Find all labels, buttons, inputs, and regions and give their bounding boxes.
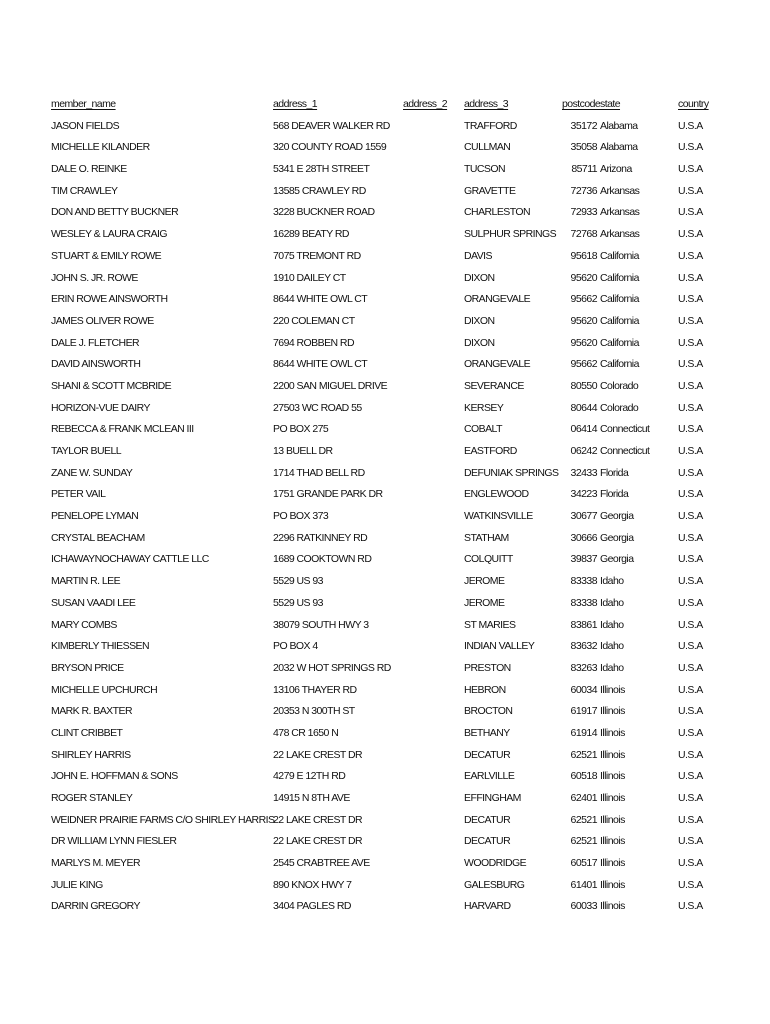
cell-member-name: STUART & EMILY ROWE — [51, 249, 162, 262]
cell-state: Illinois — [600, 792, 625, 804]
cell-postcode: 60517 — [570, 857, 597, 870]
header-postcode: postcode — [562, 98, 601, 110]
cell-postcode: 30666 — [570, 531, 597, 544]
table-row — [0, 268, 770, 290]
cell-member-name: REBECCA & FRANK MCLEAN III — [51, 423, 194, 436]
header-state: state — [600, 98, 621, 110]
cell-address-1: 8644 WHITE OWL CT — [273, 293, 368, 306]
cell-postcode: 61917 — [570, 705, 597, 718]
cell-postcode: 62521 — [570, 748, 597, 761]
cell-member-name: HORIZON-VUE DAIRY — [51, 401, 150, 414]
table-row — [0, 788, 770, 810]
cell-address-3: DIXON — [464, 271, 495, 284]
cell-address-3: STATHAM — [464, 531, 509, 544]
cell-address-3: SULPHUR SPRINGS — [464, 228, 557, 241]
cell-address-1: 22 LAKE CREST DR — [273, 813, 363, 826]
cell-state: Georgia — [600, 531, 634, 544]
table-row — [0, 354, 770, 376]
cell-state: California — [600, 358, 639, 371]
table-row — [0, 333, 770, 355]
cell-address-3: CHARLESTON — [464, 206, 531, 219]
cell-address-1: 1910 DAILEY CT — [273, 271, 346, 284]
cell-address-3: DECATUR — [464, 813, 511, 826]
cell-address-1: 478 CR 1650 N — [273, 726, 339, 739]
cell-country: U.S.A — [678, 271, 703, 284]
cell-state: Florida — [600, 466, 629, 479]
cell-member-name: KIMBERLY THIESSEN — [51, 640, 150, 653]
cell-state: Idaho — [600, 640, 624, 653]
table-row — [0, 766, 770, 788]
cell-country: U.S.A — [678, 531, 703, 544]
table-row — [0, 311, 770, 333]
cell-address-1: 890 KNOX HWY 7 — [273, 878, 352, 891]
cell-postcode: 72736 — [570, 184, 597, 197]
cell-postcode: 80644 — [570, 401, 597, 414]
cell-country: U.S.A — [678, 900, 703, 913]
cell-address-1: 220 COLEMAN CT — [273, 314, 355, 327]
table-row — [0, 853, 770, 875]
cell-address-1: 320 COUNTY ROAD 1559 — [273, 141, 387, 154]
cell-address-1: 8644 WHITE OWL CT — [273, 358, 368, 371]
table-row — [0, 680, 770, 702]
cell-member-name: MARLYS M. MEYER — [51, 857, 140, 870]
cell-country: U.S.A — [678, 184, 703, 197]
cell-postcode: 61914 — [570, 726, 597, 739]
table-row — [0, 506, 770, 528]
cell-country: U.S.A — [678, 770, 703, 783]
cell-state: Georgia — [600, 553, 634, 566]
table-row — [0, 831, 770, 853]
cell-country: U.S.A — [678, 640, 703, 653]
cell-address-1: 1751 GRANDE PARK DR — [273, 488, 383, 501]
cell-country: U.S.A — [678, 401, 703, 414]
table-row — [0, 745, 770, 767]
cell-address-1: 5529 US 93 — [273, 596, 323, 609]
cell-country: U.S.A — [678, 488, 703, 501]
cell-address-3: PRESTON — [464, 661, 511, 674]
cell-member-name: BRYSON PRICE — [51, 661, 124, 674]
cell-postcode: 39837 — [570, 553, 597, 566]
cell-member-name: PENELOPE LYMAN — [51, 510, 139, 523]
cell-country: U.S.A — [678, 445, 703, 457]
cell-address-1: 2200 SAN MIGUEL DRIVE — [273, 379, 388, 392]
table-row — [0, 181, 770, 203]
cell-address-3: DECATUR — [464, 748, 511, 761]
cell-address-3: SEVERANCE — [464, 379, 524, 392]
cell-member-name: WESLEY & LAURA CRAIG — [51, 228, 168, 241]
cell-state: Illinois — [600, 683, 625, 696]
table-row — [0, 376, 770, 398]
cell-member-name: DAVID AINSWORTH — [51, 358, 141, 371]
cell-member-name: PETER VAIL — [51, 488, 106, 501]
cell-state: Connecticut — [600, 445, 650, 457]
cell-address-3: DEFUNIAK SPRINGS — [464, 466, 559, 479]
cell-postcode: 95620 — [570, 271, 597, 284]
table-row — [0, 159, 770, 181]
cell-postcode: 32433 — [570, 466, 597, 479]
header-address-2: address_2 — [403, 98, 448, 110]
header-member-name: member_name — [51, 98, 116, 110]
cell-address-3: HARVARD — [464, 900, 511, 913]
cell-member-name: CLINT CRIBBET — [51, 726, 123, 739]
cell-postcode: 83632 — [570, 640, 597, 653]
cell-address-3: WATKINSVILLE — [464, 510, 533, 523]
table-row — [0, 224, 770, 246]
cell-country: U.S.A — [678, 510, 703, 523]
cell-member-name: ROGER STANLEY — [51, 792, 133, 804]
cell-postcode: 60034 — [570, 683, 597, 696]
cell-country: U.S.A — [678, 878, 703, 891]
cell-postcode: 06414 — [570, 423, 597, 436]
cell-address-1: 22 LAKE CREST DR — [273, 748, 363, 761]
cell-postcode: 85711 — [571, 163, 597, 176]
cell-member-name: ZANE W. SUNDAY — [51, 466, 133, 479]
cell-address-1: 4279 E 12TH RD — [273, 770, 346, 783]
table-row — [0, 289, 770, 311]
cell-address-3: ENGLEWOOD — [464, 488, 529, 501]
cell-member-name: JOHN E. HOFFMAN & SONS — [51, 770, 178, 783]
cell-postcode: 95662 — [570, 358, 597, 371]
cell-member-name: DON AND BETTY BUCKNER — [51, 206, 179, 219]
cell-country: U.S.A — [678, 293, 703, 306]
cell-address-3: ORANGEVALE — [464, 293, 531, 306]
cell-state: Alabama — [600, 119, 638, 132]
cell-postcode: 60033 — [570, 900, 597, 913]
cell-country: U.S.A — [678, 748, 703, 761]
cell-address-3: DAVIS — [464, 249, 492, 262]
cell-country: U.S.A — [678, 835, 703, 848]
cell-address-1: 38079 SOUTH HWY 3 — [273, 618, 369, 631]
cell-member-name: JULIE KING — [51, 878, 103, 891]
cell-state: Illinois — [600, 857, 625, 870]
cell-member-name: ICHAWAYNOCHAWAY CATTLE LLC — [51, 553, 209, 566]
cell-address-3: BROCTON — [464, 705, 513, 718]
cell-member-name: WEIDNER PRAIRIE FARMS C/O SHIRLEY HARRIS — [51, 813, 275, 826]
cell-state: Colorado — [600, 401, 639, 414]
cell-address-3: EASTFORD — [464, 445, 517, 457]
table-row — [0, 463, 770, 485]
cell-country: U.S.A — [678, 163, 703, 176]
cell-member-name: DALE O. REINKE — [51, 163, 127, 176]
cell-state: Illinois — [600, 748, 625, 761]
member-address-table — [0, 94, 770, 918]
cell-address-1: 2296 RATKINNEY RD — [273, 531, 368, 544]
cell-member-name: CRYSTAL BEACHAM — [51, 531, 145, 544]
cell-country: U.S.A — [678, 466, 703, 479]
cell-state: Florida — [600, 488, 629, 501]
cell-address-3: DIXON — [464, 336, 495, 349]
table-row — [0, 441, 770, 463]
cell-postcode: 80550 — [570, 379, 597, 392]
cell-country: U.S.A — [678, 792, 703, 804]
cell-postcode: 35172 — [570, 119, 597, 132]
cell-address-3: WOODRIDGE — [464, 857, 527, 870]
cell-country: U.S.A — [678, 249, 703, 262]
cell-state: Illinois — [600, 900, 625, 913]
cell-address-3: ST MARIES — [464, 618, 516, 631]
cell-address-3: TRAFFORD — [464, 119, 517, 132]
cell-country: U.S.A — [678, 379, 703, 392]
cell-address-1: 13585 CRAWLEY RD — [273, 184, 366, 197]
cell-postcode: 83338 — [570, 596, 597, 609]
cell-state: Idaho — [600, 661, 624, 674]
cell-address-1: PO BOX 373 — [273, 510, 329, 523]
cell-address-1: 16289 BEATY RD — [273, 228, 349, 241]
cell-address-1: 22 LAKE CREST DR — [273, 835, 363, 848]
cell-postcode: 95662 — [570, 293, 597, 306]
cell-member-name: MARK R. BAXTER — [51, 705, 132, 718]
cell-member-name: MICHELLE UPCHURCH — [51, 683, 158, 696]
cell-postcode: 35058 — [570, 141, 597, 154]
cell-address-3: ORANGEVALE — [464, 358, 531, 371]
cell-address-1: 1689 COOKTOWN RD — [273, 553, 372, 566]
cell-state: Illinois — [600, 705, 625, 718]
cell-state: Arkansas — [600, 184, 640, 197]
table-row — [0, 571, 770, 593]
cell-address-1: 3228 BUCKNER ROAD — [273, 206, 375, 219]
cell-state: Colorado — [600, 379, 639, 392]
cell-address-1: 7694 ROBBEN RD — [273, 336, 355, 349]
cell-postcode: 60518 — [570, 770, 597, 783]
cell-postcode: 06242 — [570, 445, 597, 457]
cell-member-name: DR WILLIAM LYNN FIESLER — [51, 835, 177, 848]
table-header — [0, 94, 770, 116]
cell-state: Connecticut — [600, 423, 650, 436]
cell-address-1: 2545 CRABTREE AVE — [273, 857, 370, 870]
cell-address-1: 1714 THAD BELL RD — [273, 466, 365, 479]
cell-postcode: 30677 — [570, 510, 597, 523]
cell-address-3: JEROME — [464, 596, 505, 609]
table-row — [0, 202, 770, 224]
cell-address-3: BETHANY — [464, 726, 510, 739]
cell-member-name: SUSAN VAADI LEE — [51, 596, 136, 609]
cell-member-name: JOHN S. JR. ROWE — [51, 271, 138, 284]
cell-address-3: HEBRON — [464, 683, 506, 696]
table-row — [0, 896, 770, 918]
cell-member-name: DALE J. FLETCHER — [51, 336, 140, 349]
cell-member-name: TIM CRAWLEY — [51, 184, 118, 197]
table-row — [0, 593, 770, 615]
cell-address-1: 14915 N 8TH AVE — [273, 792, 350, 804]
cell-member-name: SHANI & SCOTT MCBRIDE — [51, 379, 172, 392]
cell-postcode: 72933 — [570, 206, 597, 219]
cell-state: Arkansas — [600, 206, 640, 219]
cell-country: U.S.A — [678, 206, 703, 219]
cell-address-3: COLQUITT — [464, 553, 513, 566]
cell-state: Illinois — [600, 878, 625, 891]
cell-member-name: JASON FIELDS — [51, 119, 120, 132]
header-country: country — [678, 98, 709, 110]
cell-postcode: 83263 — [570, 661, 597, 674]
cell-country: U.S.A — [678, 358, 703, 371]
cell-state: Illinois — [600, 726, 625, 739]
cell-address-3: JEROME — [464, 575, 505, 588]
table-row — [0, 701, 770, 723]
cell-postcode: 62401 — [570, 792, 597, 804]
cell-state: California — [600, 314, 639, 327]
cell-country: U.S.A — [678, 228, 703, 241]
cell-address-3: TUCSON — [464, 163, 506, 176]
cell-address-1: PO BOX 275 — [273, 423, 329, 436]
cell-address-1: 2032 W HOT SPRINGS RD — [273, 661, 391, 674]
cell-address-3: CULLMAN — [464, 141, 511, 154]
table-row — [0, 723, 770, 745]
table-row — [0, 419, 770, 441]
cell-country: U.S.A — [678, 575, 703, 588]
cell-state: Illinois — [600, 813, 625, 826]
cell-address-3: KERSEY — [464, 401, 504, 414]
cell-postcode: 95620 — [570, 314, 597, 327]
cell-address-3: DIXON — [464, 314, 495, 327]
cell-postcode: 83338 — [570, 575, 597, 588]
cell-country: U.S.A — [678, 726, 703, 739]
cell-state: California — [600, 293, 639, 306]
cell-address-1: 5341 E 28TH STREET — [273, 163, 370, 176]
cell-state: Georgia — [600, 510, 634, 523]
cell-country: U.S.A — [678, 553, 703, 566]
cell-state: Illinois — [600, 770, 625, 783]
cell-state: Arizona — [600, 163, 632, 176]
cell-member-name: TAYLOR BUELL — [51, 445, 122, 457]
cell-member-name: DARRIN GREGORY — [51, 900, 140, 913]
cell-postcode: 34223 — [570, 488, 597, 501]
table-row — [0, 398, 770, 420]
cell-member-name: MARTIN R. LEE — [51, 575, 121, 588]
cell-country: U.S.A — [678, 683, 703, 696]
cell-postcode: 61401 — [570, 878, 597, 891]
cell-address-1: 5529 US 93 — [273, 575, 323, 588]
table-row — [0, 528, 770, 550]
cell-state: Alabama — [600, 141, 638, 154]
cell-country: U.S.A — [678, 705, 703, 718]
cell-state: Illinois — [600, 835, 625, 848]
cell-address-1: 13 BUELL DR — [273, 445, 333, 457]
cell-address-3: INDIAN VALLEY — [464, 640, 535, 653]
table-row — [0, 615, 770, 637]
cell-country: U.S.A — [678, 336, 703, 349]
cell-postcode: 62521 — [570, 813, 597, 826]
table-row — [0, 875, 770, 897]
cell-country: U.S.A — [678, 857, 703, 870]
cell-member-name: JAMES OLIVER ROWE — [51, 314, 154, 327]
cell-country: U.S.A — [678, 661, 703, 674]
cell-address-3: DECATUR — [464, 835, 511, 848]
cell-address-1: 13106 THAYER RD — [273, 683, 357, 696]
cell-postcode: 62521 — [570, 835, 597, 848]
cell-postcode: 95618 — [570, 249, 597, 262]
cell-country: U.S.A — [678, 596, 703, 609]
table-row — [0, 658, 770, 680]
cell-state: Arkansas — [600, 228, 640, 241]
cell-country: U.S.A — [678, 314, 703, 327]
cell-postcode: 72768 — [570, 228, 597, 241]
table-body — [0, 116, 770, 918]
cell-address-3: COBALT — [464, 423, 502, 436]
cell-state: Idaho — [600, 596, 624, 609]
table-row — [0, 116, 770, 138]
table-row — [0, 484, 770, 506]
table-row — [0, 549, 770, 571]
cell-address-1: PO BOX 4 — [273, 640, 318, 653]
cell-address-3: GRAVETTE — [464, 184, 516, 197]
cell-state: Idaho — [600, 618, 624, 631]
cell-state: Idaho — [600, 575, 624, 588]
cell-member-name: MARY COMBS — [51, 618, 117, 631]
cell-address-3: EARLVILLE — [464, 770, 515, 783]
cell-address-1: 27503 WC ROAD 55 — [273, 401, 362, 414]
cell-address-1: 7075 TREMONT RD — [273, 249, 361, 262]
cell-country: U.S.A — [678, 618, 703, 631]
cell-member-name: ERIN ROWE AINSWORTH — [51, 293, 168, 306]
cell-country: U.S.A — [678, 141, 703, 154]
cell-postcode: 83861 — [570, 618, 597, 631]
header-address-1: address_1 — [273, 98, 318, 110]
cell-state: California — [600, 336, 639, 349]
cell-address-3: EFFINGHAM — [464, 792, 521, 804]
table-row — [0, 810, 770, 832]
cell-postcode: 95620 — [570, 336, 597, 349]
table-row — [0, 636, 770, 658]
cell-address-3: GALESBURG — [464, 878, 525, 891]
cell-state: California — [600, 249, 639, 262]
cell-member-name: MICHELLE KILANDER — [51, 141, 150, 154]
cell-country: U.S.A — [678, 423, 703, 436]
cell-address-1: 568 DEAVER WALKER RD — [273, 119, 390, 132]
cell-address-1: 3404 PAGLES RD — [273, 900, 351, 913]
cell-country: U.S.A — [678, 119, 703, 132]
cell-member-name: SHIRLEY HARRIS — [51, 748, 131, 761]
table-row — [0, 137, 770, 159]
table-row — [0, 246, 770, 268]
cell-country: U.S.A — [678, 813, 703, 826]
cell-address-1: 20353 N 300TH ST — [273, 705, 355, 718]
cell-state: California — [600, 271, 639, 284]
header-address-3: address_3 — [464, 98, 509, 110]
